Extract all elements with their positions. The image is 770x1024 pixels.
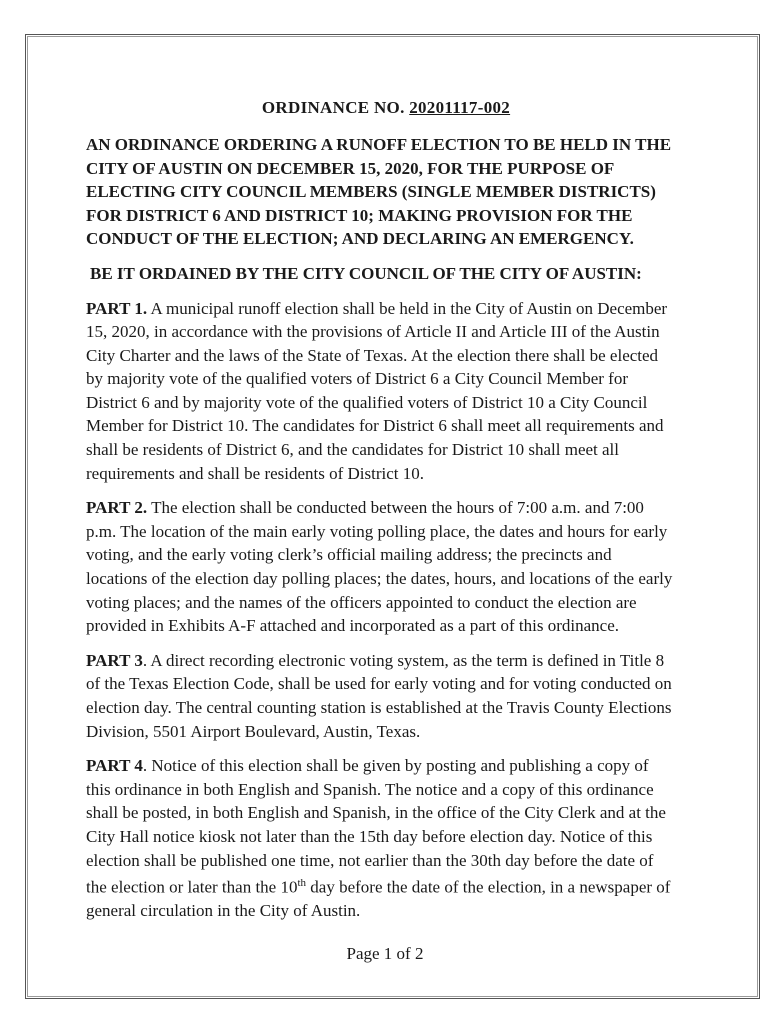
document-body — [86, 97, 686, 934]
part-4-text-tail: day before the date of the election, in a newspaper of general circulation in the City of Austin. — [86, 877, 671, 921]
part-2-text: The election shall be conducted between the hours of 7:00 a.m. and 7:00 p.m. The location of the main early voting polling place, the dates and hours for early voting, and the early voting clerk’s official mailing address; the precincts and locations of the election day polling places; the dates, hours, and locations of the early voting places; and the names of the officers appointed to conduct the election are provided in Exhibits A-F attached and incorporated as a part of this ordinance. — [86, 498, 673, 636]
part-3-paragraph — [86, 649, 676, 743]
ordinance-number-heading — [86, 97, 686, 119]
part-1-label: PART 1. — [86, 298, 148, 318]
part-2-label: PART 2. — [86, 498, 148, 518]
page-number: Page 1 of 2 — [346, 944, 424, 963]
ordinance-caption: AN ORDINANCE ORDERING A RUNOFF ELECTION TO BE HELD IN THE CITY OF AUSTIN ON DECEMBER 15, 2020, FOR THE PURPOSE OF ELECTING CITY COUNCIL MEMBERS (SINGLE MEMBER DISTRICTS) FOR DISTRICT 6 AND DISTRICT 10; MAKING PROVISION FOR THE CONDUCT OF THE ELECTION; AND DECLARING AN EMERGENCY. — [86, 135, 672, 248]
ordinance-number: 20201117-002 — [409, 98, 511, 117]
part-3-label: PART 3 — [86, 650, 143, 670]
part-3-text: . A direct recording electronic voting system, as the term is defined in Title 8 of the Texas Election Code, shall be used for early voting and for voting conducted on election day. The central counting station is established at the Travis County Elections Division, 5501 Airport Boulevard, Austin, Texas. — [86, 650, 672, 741]
ordinance-label: ORDINANCE NO. — [261, 98, 405, 117]
part-4-ordinal-suffix: th — [297, 877, 307, 890]
part-1-paragraph — [86, 297, 676, 486]
ordaining-clause: BE IT ORDAINED BY THE CITY COUNCIL OF THE CITY OF AUSTIN: — [90, 263, 642, 283]
part-4-text: . Notice of this election shall be given by posting and publishing a copy of this ordinance in both English and Spanish. The notice and a copy of this ordinance shall be posted, in both English and Spanish, in the office of the City Clerk and at the City Hall notice kiosk not later than the 15th day before election day. Notice of this election shall be published one time, not earlier than the 30th day before the date of the election or later than the — [86, 756, 666, 897]
part-4-day-number: 10 — [276, 877, 298, 897]
part-1-text: A municipal runoff election shall be held in the City of Austin on December 15, 2020, in accordance with the provisions of Article II and Article III of the Austin City Charter and the laws of the State of Texas. At the election there shall be elected by majority vote of the qualified voters of District 6 a City Council Member for District 6 and by majority vote of the qualified voters of District 10 a City Council Member for District 10. The candidates for District 6 shall meet all requirements and shall be residents of District 6, and the candidates for District 10 shall meet all requirements and shall be residents of District 10. — [86, 298, 668, 483]
part-4-label: PART 4 — [86, 756, 143, 776]
part-4-paragraph — [86, 754, 676, 923]
part-2-paragraph — [86, 496, 676, 638]
